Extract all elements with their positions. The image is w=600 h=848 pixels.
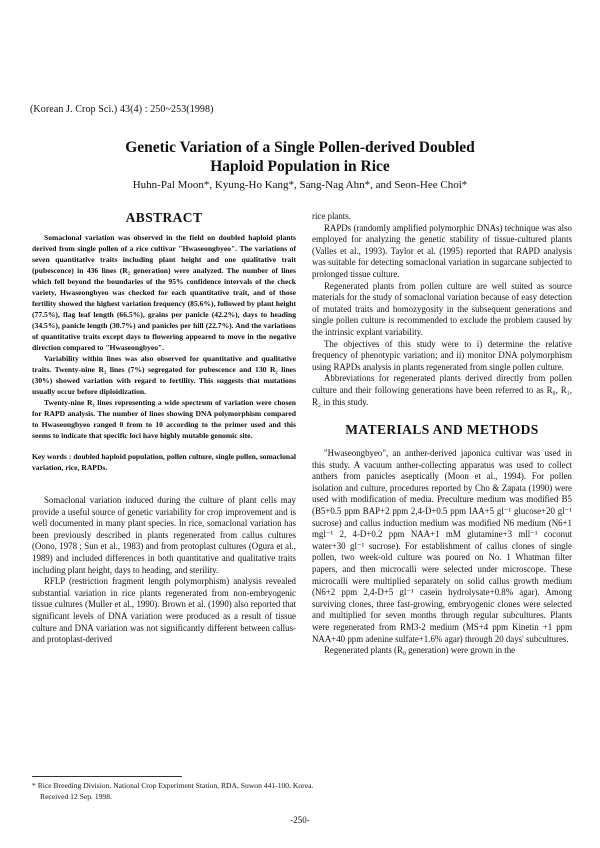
abstract-body xyxy=(32,232,296,441)
introduction-left xyxy=(32,495,296,646)
journal-header: (Korean J. Crop Sci.) 43(4) : 250~253(1998) xyxy=(30,104,214,115)
left-column xyxy=(32,210,296,646)
page-number: -250- xyxy=(290,815,310,825)
right-column xyxy=(312,211,572,657)
methods-heading: MATERIALS AND METHODS xyxy=(345,422,539,438)
methods-paragraph: "Hwaseongbyeo", an anther-derived japonica cultivar was used in this study. A vacuum anther-collecting apparatus was used to collect anthers from panicles aseptically (Moon et al., 1994). For pollen isolation and culture, procedures reported by Cho & Zapata (1990) were used with modification of media. Preculture medium was modified B5 (B5+0.5 ppm BAP+2 ppm 2,4-D+0.5 ppm IAA+5 gl⁻¹ glucose+20 gl⁻¹ sucrose) and callus induction medium was modified N6 medium (N6+1 mgl⁻¹ 2, 4-D+0.2 ppm NAA+1 mM glutamine+3 mll⁻¹ coconut water+30 gl⁻¹ sucrose). For establishment of callus clones of single pollen, two week-old culture was poured on No. 1 Whatman filter papers, and then microcalli were selected under microscope. These microcalli were multiplied separately on solid callus growth medium (N6+2 ppm 2,4-D+5 gl⁻¹ casein hydrolysate+0.8% agar). Among surviving clones, three fast-growing, embryogenic clones were selected and multiplied for seven months through regular subcultures. Plants were regenerated from RM3-2 medium (MS+4 ppm Kinetin +1 ppm NAA+40 ppm adenine sulfate+1.6% agar) through 20 days' subcultures. xyxy=(312,448,572,644)
abstract-heading: ABSTRACT xyxy=(125,210,203,225)
intro-paragraph: RFLP (restriction fragment length polymorphism) analysis revealed substantial variation in rice plants regenerated from non-embryogenic tissue cultures (Muller et al., 1990). Brown et al. (1990) also reported that significant levels of DNA variation were produced as a result of tissue culture and DNA variation was not significantly different between callus- and protoplast-derived xyxy=(32,576,296,645)
intro-paragraph: Abbreviations for regenerated plants derived directly from pollen culture and their following generations have been referred to as R₀, R₁, R₂ in this study. xyxy=(312,373,572,407)
intro-paragraph: The objectives of this study were to i) determine the relative frequency of phenotypic variation; and ii) monitor DNA polymorphism using RAPDs analysis in plants regenerated from single pollen culture. xyxy=(312,338,572,372)
paper-title xyxy=(60,138,540,176)
intro-paragraph: rice plants. xyxy=(312,211,351,221)
received-date: Received 12 Sep. 1998. xyxy=(40,792,112,801)
methods-body xyxy=(312,448,572,657)
title-line-1: Genetic Variation of a Single Pollen-derived Doubled xyxy=(125,139,475,156)
footnote xyxy=(32,780,572,802)
abstract-paragraph: Twenty-nine R₂ lines representing a wide spectrum of variation were chosen for RAPD analysis. The number of lines showing DNA polymorphism compared to Hwaseongbyeo ranged 0 from to 10 according to the primer used and this seems to indicate that specific loci have highly mutable genomic site. xyxy=(32,398,296,440)
introduction-right xyxy=(312,211,572,408)
keywords: Key words : doubled haploid population, pollen culture, single pollen, somaclonal variation, rice, RAPDs. xyxy=(32,452,296,472)
methods-paragraph: Regenerated plants (R₀ generation) were grown in the xyxy=(324,645,516,656)
intro-paragraph: Regenerated plants from pollen culture are well suited as source materials for the study of somaclonal variation because of easy detection of mutated traits and homozygosity in the subsequent generations and single pollen culture is recommended to exclude the problem caused by the intrinsic explant variability. xyxy=(312,280,572,337)
intro-paragraph: Somaclonal variation induced during the culture of plant cells may provide a useful source of genetic variability for crop improvement and is well documented in many plant species. In rice, somaclonal variation has been previously described in plants regenerated from callus cultures (Oono, 1978 ; Sun et al., 1983) and from protoplast cultures (Ogura et al., 1989) and included differences in both quantitative and qualitative traits including plant height, days to heading, and sterility. xyxy=(32,495,296,575)
author-list: Huhn-Pal Moon*, Kyung-Ho Kang*, Sang-Nag Ahn*, and Seon-Hee Choi* xyxy=(132,179,468,191)
abstract-paragraph: Somaclonal variation was observed in the field on doubled haploid plants derived from single pollen of a rice cultivar "Hwaseongbyeo". The variations of seven quantitative traits including plant height and one qualitative trait (pubescence) in 436 lines (R₂ generation) were analyzed. The number of lines which fell beyond the boundaries of the 95% confidence intervals of the check variety, Hwaseongbyeo was checked for each quantitative trait, and of those fertility showed the highest variation frequency (85.6%), followed by plant height (77.5%), flag leaf length (66.5%), grains per panicle (42.2%), days to heading (34.5%), panicle length (30.7%) and panicles per hill (22.7%). And the variations of quantitative traits except days to flowering appeared to move in the negative direction compared to "Hwaseongbyeo". xyxy=(32,233,296,352)
abstract-paragraph: Variability within lines was also observed for quantitative and qualitative traits. Twenty-nine R₂ lines (7%) segregated for pubescence and 130 R₂ lines (30%) showed variation with regard to fertility. This suggests that mutations usually occur before diploidization. xyxy=(32,354,296,396)
footnote-divider xyxy=(32,776,182,777)
intro-paragraph: RAPDs (randomly amplified polymorphic DNAs) technique was also employed for analyzing the genetic stability of tissue-cultured plants (Valles et al., 1993). Taylor et al. (1995) reported that RAPD analysis was suitable for detecting somaclonal variation in sugarcane subjected to prolonged tissue culture. xyxy=(312,222,572,279)
affiliation-note: * Rice Breeding Division, National Crop Experiment Station, RDA, Suwon 441-100, Korea. xyxy=(32,781,314,790)
title-line-2: Haploid Population in Rice xyxy=(210,158,390,175)
